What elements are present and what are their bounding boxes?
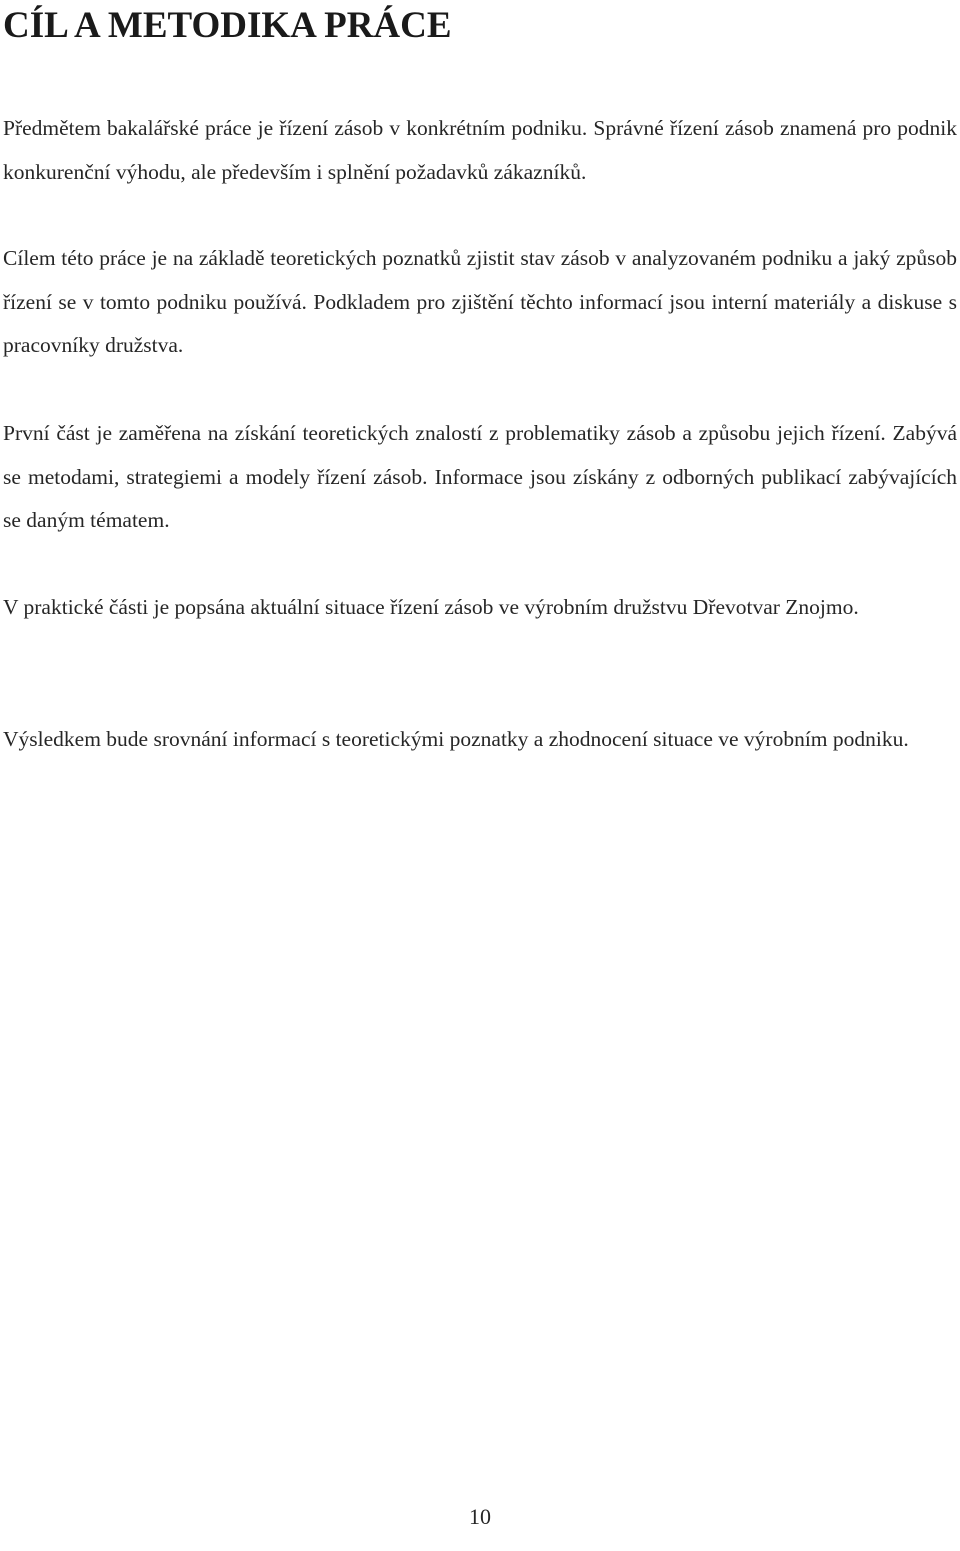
page-number: 10 (469, 1504, 491, 1529)
paragraph-subject: Předmětem bakalářské práce je řízení zásob v konkrétním podniku. Správné řízení zásob znamená pro podnik konkurenční výhodu, ale především i splnění požadavků zákazníků. (3, 116, 957, 184)
paragraph-result: Výsledkem bude srovnání informací s teoretickými poznatky a zhodnocení situace ve výrobním podniku. (3, 727, 909, 751)
paragraph-theory-part: První část je zaměřena na získání teoretických znalostí z problematiky zásob a způsobu jejich řízení. Zabývá se metodami, strategiemi a modely řízení zásob. Informace jsou získány z odborných publikací zabývajících se daným tématem. (3, 421, 957, 532)
chapter-heading: CÍL A METODIKA PRÁCE (3, 5, 452, 46)
paragraph-practical-part: V praktické části je popsána aktuální situace řízení zásob ve výrobním družstvu Dřevotvar Znojmo. (3, 595, 859, 619)
paragraph-goal: Cílem této práce je na základě teoretických poznatků zjistit stav zásob v analyzovaném podniku a jaký způsob řízení se v tomto podniku používá. Podkladem pro zjištění těchto informací jsou interní materiály a diskuse s pracovníky družstva. (3, 246, 957, 357)
